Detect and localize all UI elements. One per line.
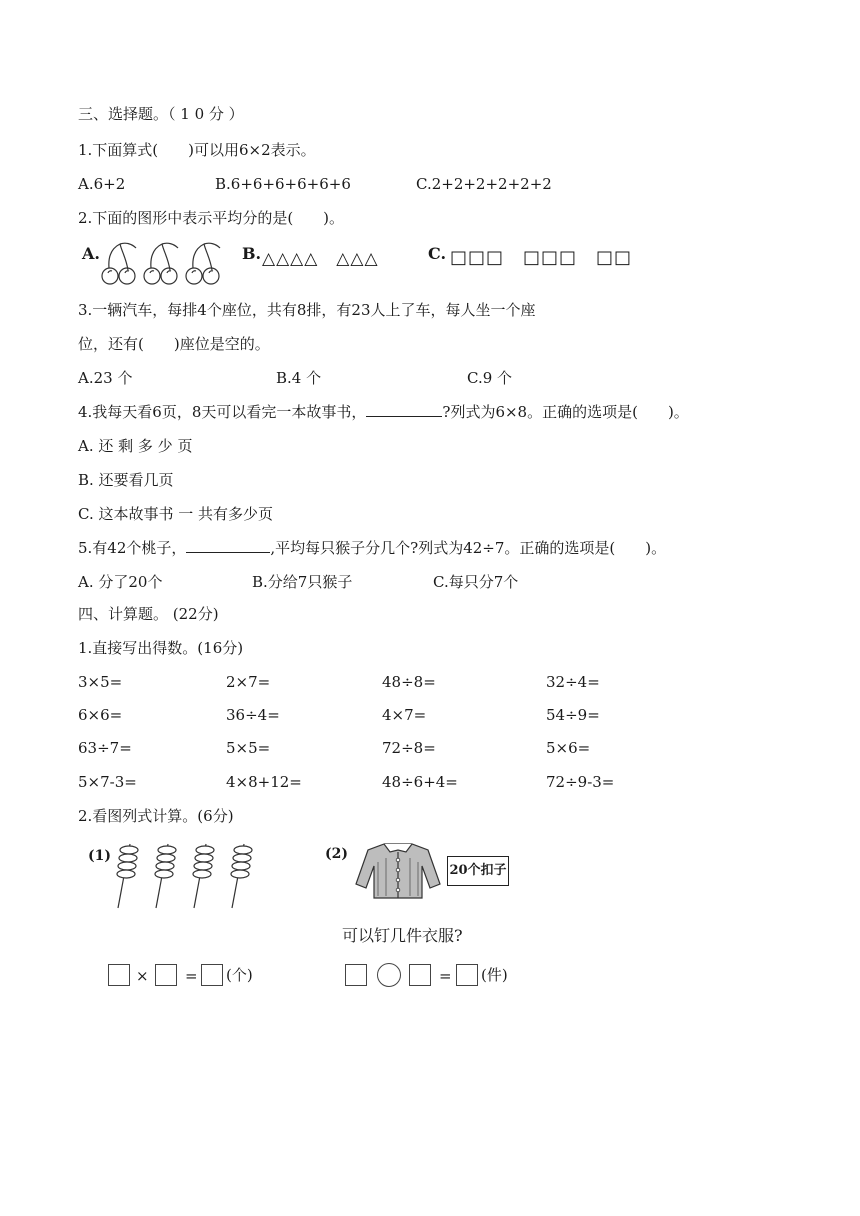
calc-item: 48÷6+4= [382, 773, 458, 791]
unit-label: (件) [481, 966, 508, 984]
section3-title: 三、选择题。（ 1 0 分 ） [78, 105, 244, 123]
q2-option-c-label: C. [428, 244, 447, 263]
calc-item: 63÷7= [78, 739, 132, 757]
q3-stem-line2: 位，还有( )座位是空的。 [78, 335, 270, 353]
times-sign: × [136, 967, 149, 985]
q4-stem-pre: 4.我每天看6页，8天可以看完一本故事书， [78, 403, 367, 421]
q5-stem-pre: 5.有42个桃子， [78, 539, 187, 557]
answer-box[interactable] [108, 964, 130, 986]
q4-option-b: B. 还要看几页 [78, 471, 174, 489]
jacket-icon [354, 840, 442, 900]
calc-item: 4×8+12= [226, 773, 302, 791]
calc-item: 32÷4= [546, 673, 600, 691]
answer-box[interactable] [201, 964, 223, 986]
q4-option-c: C. 这本故事书 一 共有多少页 [78, 505, 274, 523]
equals-sign: = [185, 967, 198, 985]
q5-option-a: A. 分了20个 [78, 573, 163, 591]
q3-option-c: C.9 个 [467, 369, 513, 387]
q5-answer-blank[interactable] [186, 538, 270, 553]
calc-sub1: 1.直接写出得数。(16分) [78, 639, 244, 657]
calc-item: 72÷8= [382, 739, 436, 757]
q3-stem-line1: 3.一辆汽车，每排4个座位，共有8排，有23人上了车，每人坐一个座 [78, 301, 536, 319]
answer-box[interactable] [155, 964, 177, 986]
q2-option-a-label: A. [82, 244, 100, 263]
calc-item: 2×7= [226, 673, 271, 691]
calc-item: 6×6= [78, 706, 123, 724]
q2-squares: □□□ □□□ □□ [450, 247, 633, 268]
q1-option-a: A.6+2 [78, 175, 126, 193]
q2-option-b-label: B. [242, 244, 262, 263]
buttons-count-tag: 20个扣子 [447, 856, 509, 886]
calc-item: 36÷4= [226, 706, 280, 724]
cherries-icon [100, 238, 230, 288]
q5-stem [78, 538, 666, 558]
unit-label: (个) [226, 966, 253, 984]
calc-sub2: 2.看图列式计算。(6分) [78, 807, 234, 825]
operator-circle[interactable] [377, 963, 401, 987]
q3-option-b: B.4 个 [276, 369, 322, 387]
figure2-question: 可以钉几件衣服? [342, 926, 463, 945]
equals-sign: = [439, 967, 452, 985]
q4-option-a: A. 还 剩 多 少 页 [78, 437, 193, 455]
q3-option-a: A.23 个 [78, 369, 133, 387]
q2-triangles: △△△△ △△△ [262, 249, 379, 269]
q2-stem: 2.下面的图形中表示平均分的是( )。 [78, 209, 345, 227]
calc-item: 5×7-3= [78, 773, 137, 791]
answer-box[interactable] [409, 964, 431, 986]
calc-item: 54÷9= [546, 706, 600, 724]
section4-title: 四、计算题。 (22分) [78, 605, 219, 623]
q5-option-c: C.每只分7个 [433, 573, 519, 591]
q4-answer-blank[interactable] [366, 402, 442, 417]
q5-option-b: B.分给7只猴子 [252, 573, 353, 591]
q1-option-b: B.6+6+6+6+6+6 [215, 175, 351, 193]
figure2-label: (2) [325, 846, 348, 862]
calc-item: 3×5= [78, 673, 123, 691]
q5-stem-post: ,平均每只猴子分几个?列式为42÷7。正确的选项是( )。 [270, 539, 667, 557]
q1-option-c: C.2+2+2+2+2+2 [416, 175, 552, 193]
calc-item: 48÷8= [382, 673, 436, 691]
bead-sticks-icon [112, 838, 262, 914]
answer-box[interactable] [345, 964, 367, 986]
q4-stem-post: ?列式为6×8。正确的选项是( )。 [442, 403, 689, 421]
calc-item: 72÷9-3= [546, 773, 615, 791]
figure1-label: (1) [88, 848, 111, 864]
calc-item: 5×6= [546, 739, 591, 757]
answer-box[interactable] [456, 964, 478, 986]
q4-stem [78, 402, 689, 422]
calc-item: 4×7= [382, 706, 427, 724]
q1-stem: 1.下面算式( )可以用6×2表示。 [78, 141, 316, 159]
calc-item: 5×5= [226, 739, 271, 757]
